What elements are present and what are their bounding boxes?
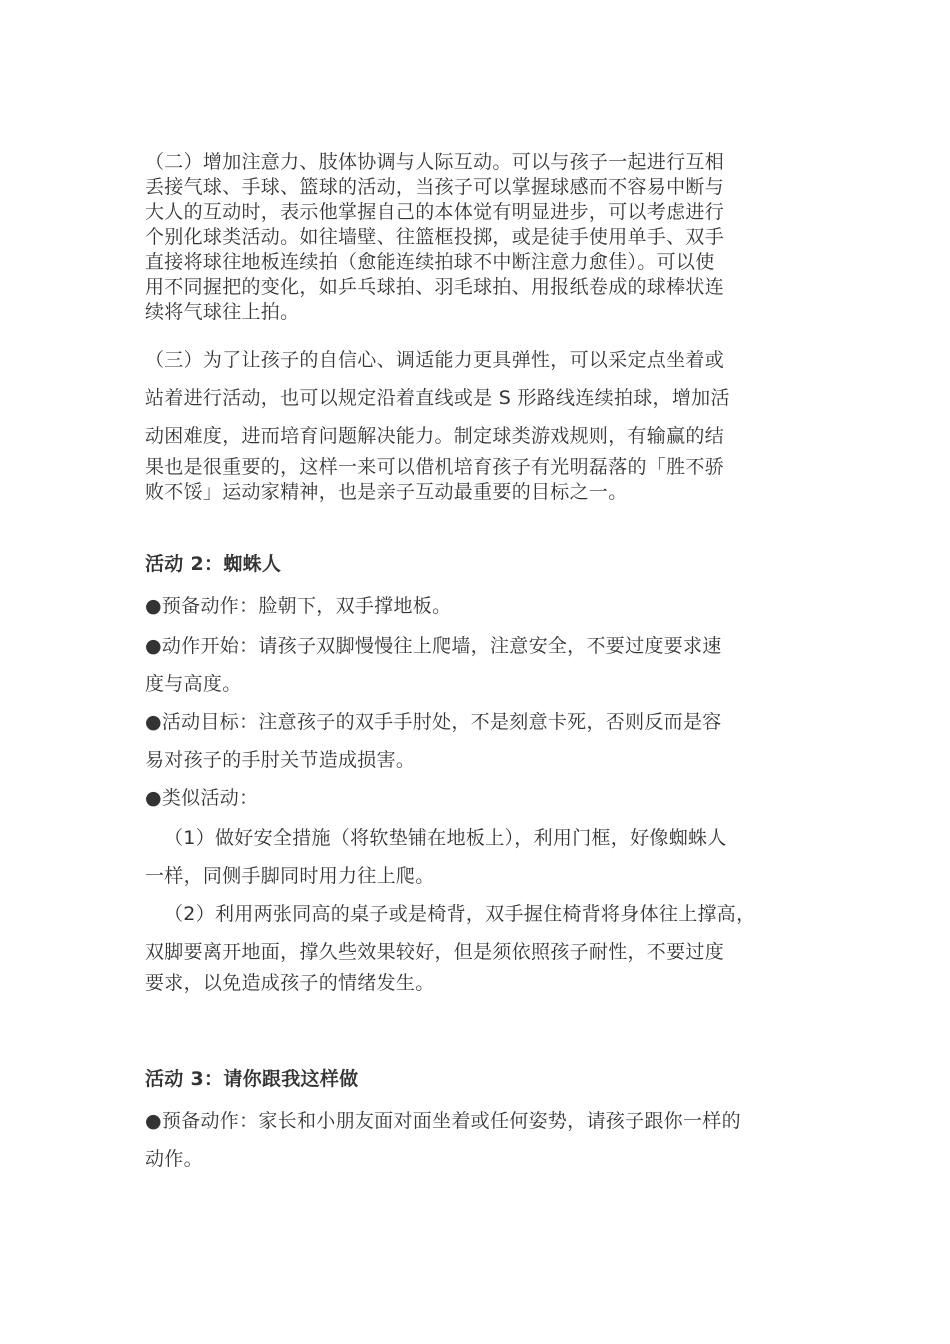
paragraph-line: 用不同握把的变化，如乒乓球拍、羽毛球拍、用报纸卷成的球棒状连 (145, 276, 725, 298)
similar-item-1-line: 一样，同侧手脚同时用力往上爬。 (145, 865, 435, 887)
goal-line: 易对孩子的手肘关节造成损害。 (145, 749, 416, 771)
paragraph-line: 个别化球类活动。如往墙壁、往篮框投掷，或是徒手使用单手、双手 (145, 226, 725, 248)
paragraph-line: 动困难度，进而培育问题解决能力。制定球类游戏规则，有输赢的结 (145, 425, 725, 447)
paragraph-line: 败不馁」运动家精神，也是亲子互动最重要的目标之一。 (145, 481, 628, 503)
paragraph-line: 续将气球往上拍。 (145, 301, 300, 323)
activity-2-tail (145, 971, 825, 996)
section-2-paragraph (145, 150, 825, 325)
section-3-paragraph (145, 341, 825, 505)
prep-line: 动作。 (145, 1148, 203, 1170)
paragraph-line: （三）为了让孩子的自信心、调适能力更具弹性，可以采定点坐着或 (145, 349, 725, 371)
similar-item-2-line: 双脚要离开地面，撑久些效果较好，但是须依照孩子耐性，不要过度 (145, 941, 725, 963)
similar-item-2-line: （2）利用两张同高的桌子或是椅背，双手握住椅背将身体往上撑高， (164, 903, 756, 925)
paragraph-line: 果也是很重要的，这样一来可以借机培育孩子有光明磊落的「胜不骄 (145, 456, 725, 478)
goal-line: ●活动目标：注意孩子的双手手肘处，不是刻意卡死，否则反而是容 (145, 711, 722, 733)
start-line: 度与高度。 (145, 673, 242, 695)
document-page (145, 150, 825, 1178)
activity-2-body (145, 587, 825, 971)
start-line: ●动作开始：请孩子双脚慢慢往上爬墙，注意安全，不要过度要求速 (145, 635, 722, 657)
similar-item-1-line: （1）做好安全措施（将软垫铺在地板上），利用门框，好像蜘蛛人 (164, 827, 727, 849)
paragraph-line: 站着进行活动，也可以规定沿着直线或是 S 形路线连续拍球，增加活 (145, 387, 730, 409)
similar-item-2-line: 要求，以免造成孩子的情绪发生。 (145, 972, 435, 994)
similar-label: ●类似活动： (145, 787, 259, 809)
activity-2-heading: 活动 2：蜘蛛人 (145, 553, 282, 575)
paragraph-line: 丢接气球、手球、篮球的活动，当孩子可以掌握球感而不容易中断与 (145, 176, 725, 198)
paragraph-line: 大人的互动时，表示他掌握自己的本体觉有明显进步，可以考虑进行 (145, 201, 725, 223)
paragraph-line: 直接将球往地板连续拍（愈能连续拍球不中断注意力愈佳）。可以使 (145, 251, 715, 273)
activity-3-heading: 活动 3：请你跟我这样做 (145, 1068, 359, 1090)
prep-line: ●预备动作：脸朝下，双手撑地板。 (145, 595, 452, 617)
prep-line: ●预备动作：家长和小朋友面对面坐着或任何姿势，请孩子跟你一样的 (145, 1110, 741, 1132)
activity-3-body (145, 1102, 825, 1178)
paragraph-line: （二）增加注意力、肢体协调与人际互动。可以与孩子一起进行互相 (145, 151, 725, 173)
